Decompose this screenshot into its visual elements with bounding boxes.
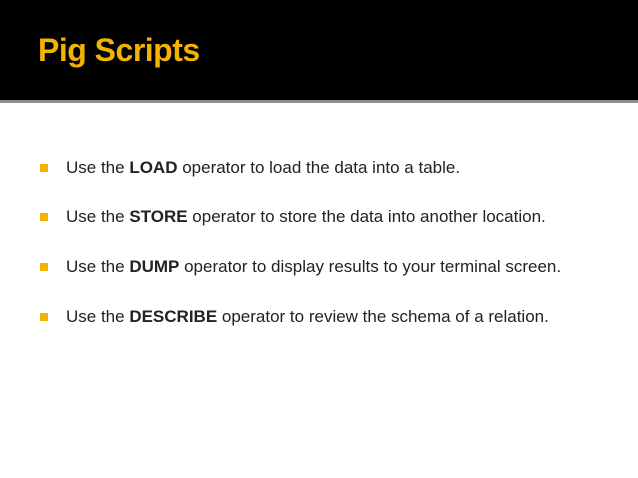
bullet-item-dump [40,254,600,280]
square-bullet-icon [40,213,48,221]
bullet-prefix: Use the [66,158,130,177]
title-bar [0,0,638,100]
bullet-list [40,155,600,354]
bullet-keyword: STORE [129,207,188,226]
square-bullet-icon [40,313,48,321]
square-bullet-icon [40,263,48,271]
bullet-item-load [40,155,600,181]
bullet-suffix: operator to review the schema of a relation. [217,307,549,326]
bullet-keyword: DESCRIBE [129,307,218,326]
bullet-prefix: Use the [66,207,130,226]
bullet-prefix: Use the [66,307,130,326]
bullet-prefix: Use the [66,257,130,276]
slide-title: Pig Scripts [38,32,200,68]
bullet-suffix: operator to load the data into a table. [177,158,461,177]
bullet-suffix: operator to store the data into another location. [187,207,546,226]
bullet-item-store [40,204,600,230]
bullet-keyword: DUMP [129,257,180,276]
bullet-item-describe [40,304,600,330]
bullet-keyword: LOAD [129,158,178,177]
bullet-suffix: operator to display results to your terminal screen. [179,257,562,276]
square-bullet-icon [40,164,48,172]
title-divider [0,100,638,103]
